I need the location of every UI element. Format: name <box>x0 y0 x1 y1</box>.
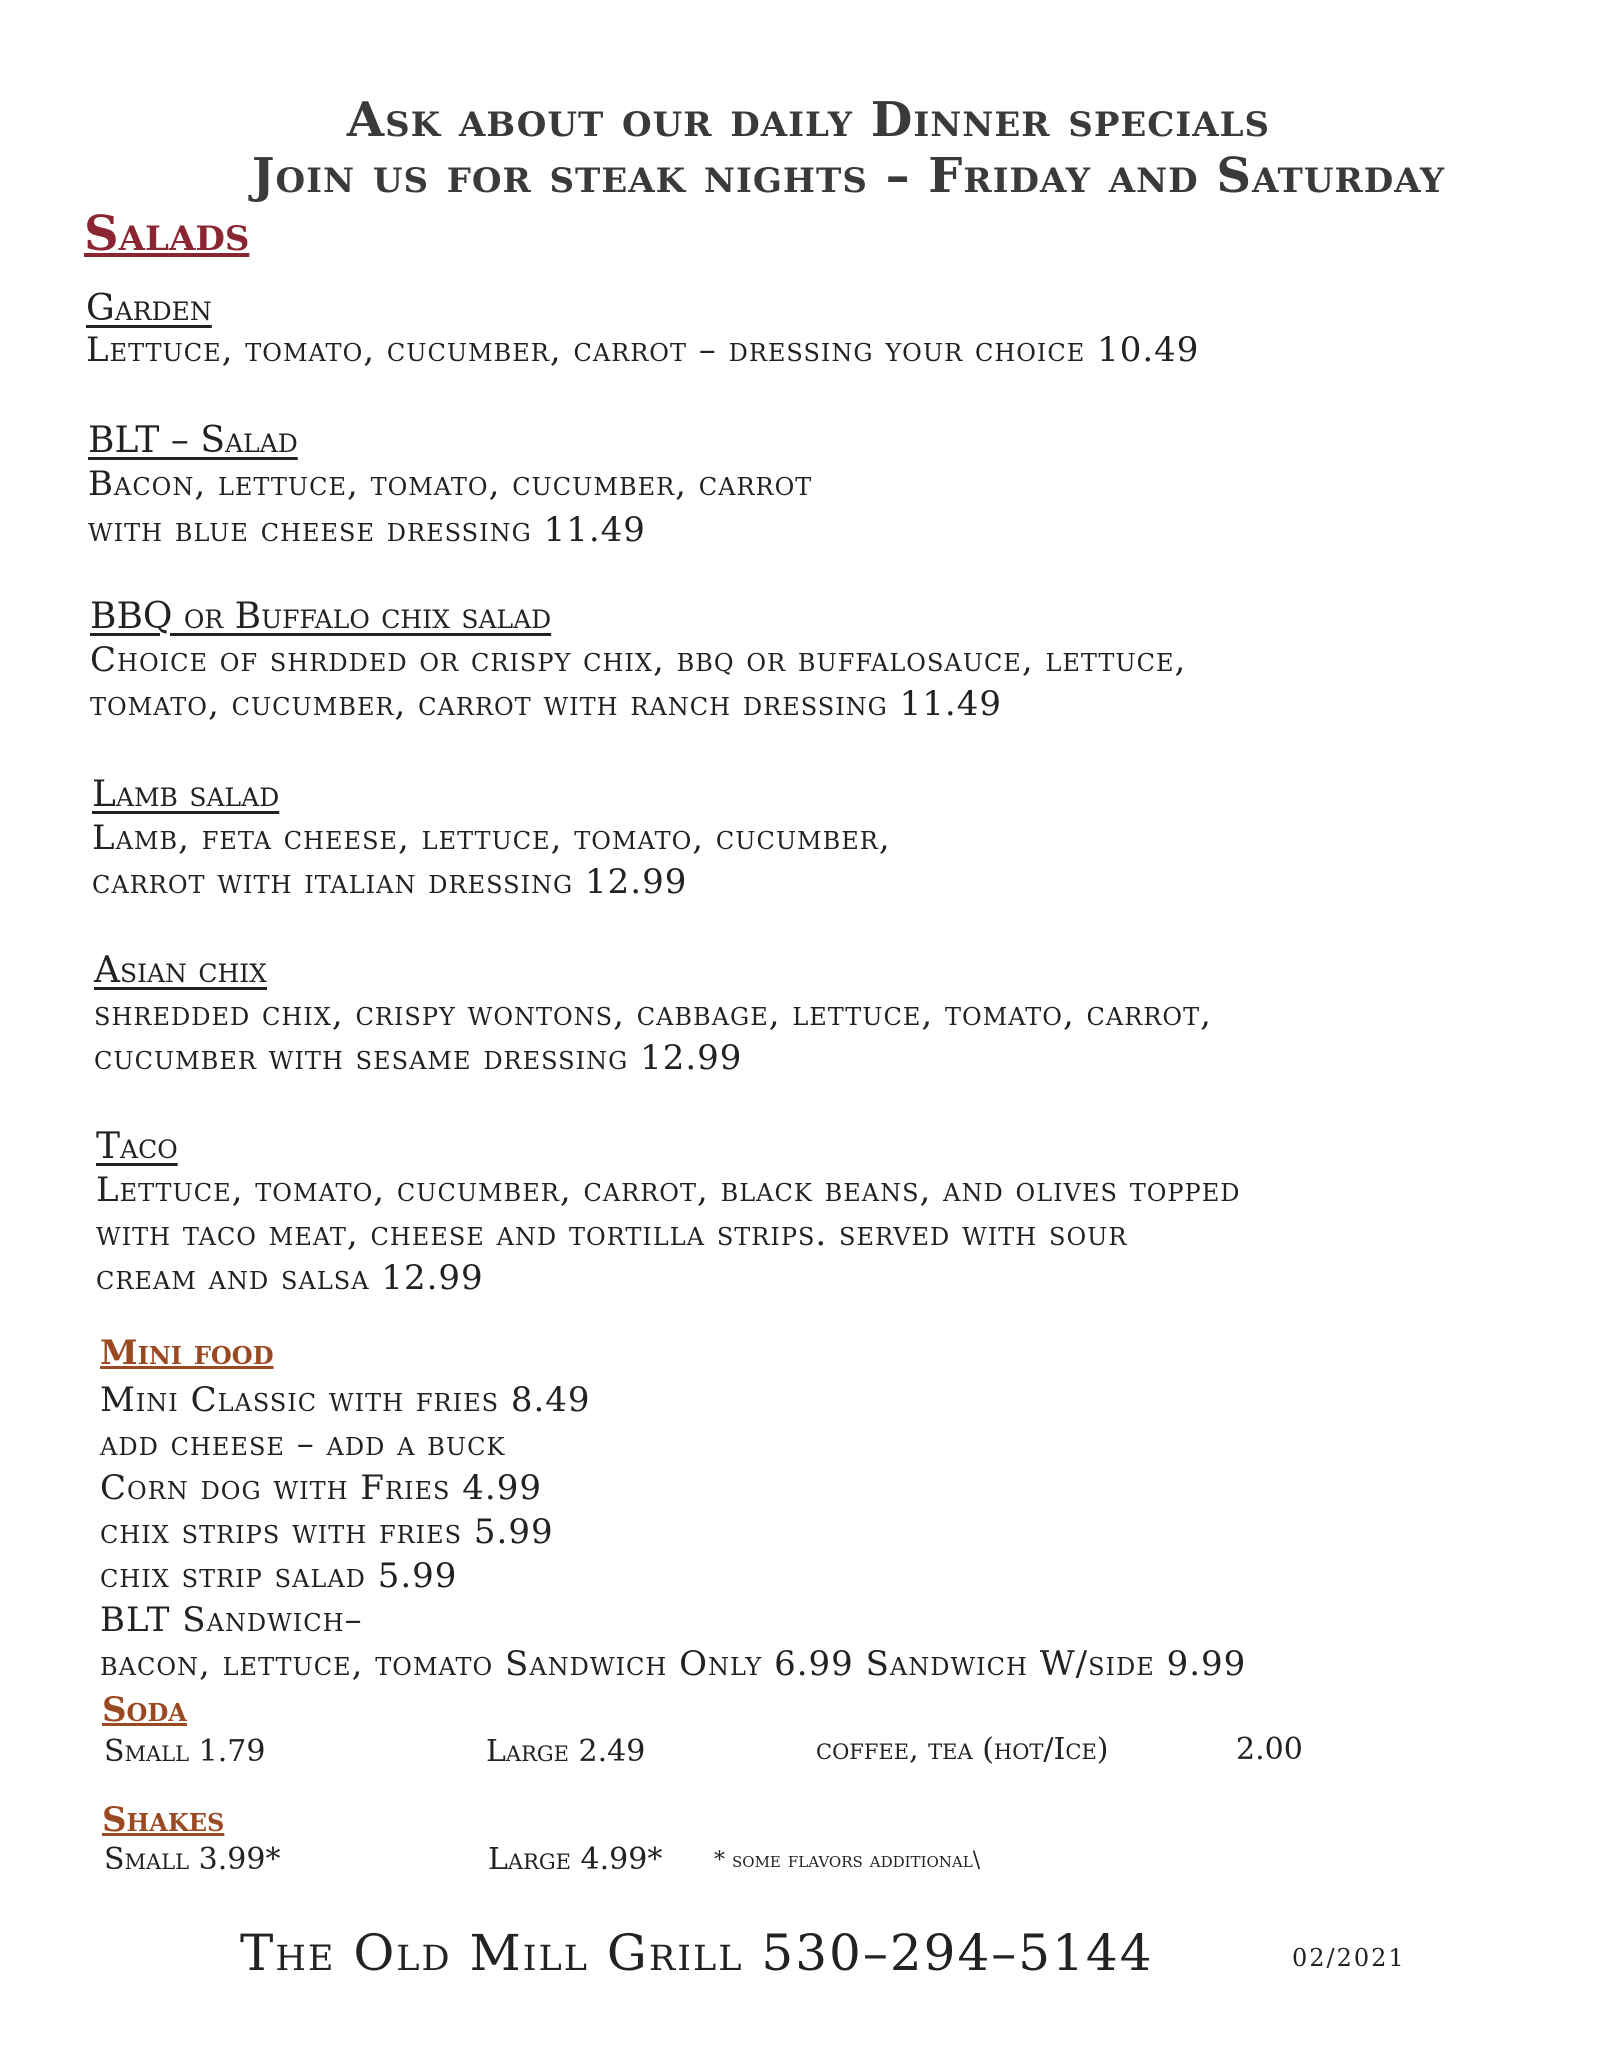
coffee-tea-price: 2.00 <box>1236 1732 1303 1767</box>
restaurant-name-phone: The Old Mill Grill 530–294–5144 <box>240 1924 1154 1982</box>
salad-title-garden: Garden <box>86 288 212 329</box>
mini-food-line: Mini Classic with fries 8.49 <box>100 1380 591 1420</box>
mini-food-heading: Mini food <box>100 1333 274 1373</box>
mini-food-line: Corn dog with Fries 4.99 <box>100 1468 542 1508</box>
shakes-heading: Shakes <box>102 1800 225 1840</box>
salad-desc-asian-1: shredded chix, crispy wontons, cabbage, lettuce, tomato, carrot, <box>94 994 1212 1034</box>
salad-title-asian-chix: Asian chix <box>94 950 267 991</box>
salad-title-bbq-buffalo: BBQ or Buffalo chix salad <box>90 596 552 637</box>
salad-desc-bbq-2: tomato, cucumber, carrot with ranch dressing 11.49 <box>90 684 1002 724</box>
mini-food-line: chix strips with fries 5.99 <box>100 1512 554 1552</box>
mini-food-line: chix strip salad 5.99 <box>100 1556 458 1596</box>
soda-small-price: Small 1.79 <box>104 1734 266 1769</box>
salad-desc-taco-2: with taco meat, cheese and tortilla strips. served with sour <box>96 1214 1128 1254</box>
mini-food-line: BLT Sandwich– <box>100 1600 363 1640</box>
salad-desc-lamb-2: carrot with italian dressing 12.99 <box>92 862 688 902</box>
salad-desc-bbq-1: Choice of shrdded or crispy chix, bbq or buffalosauce, lettuce, <box>90 640 1187 680</box>
salad-title-blt: BLT – Salad <box>88 420 298 461</box>
shakes-small-price: Small 3.99* <box>104 1842 281 1877</box>
banner-dinner-specials: Ask about our daily Dinner specials <box>346 92 1271 148</box>
salad-desc-taco-3: cream and salsa 12.99 <box>96 1258 484 1298</box>
soda-heading: Soda <box>102 1690 187 1730</box>
mini-food-line: bacon, lettuce, tomato Sandwich Only 6.99 Sandwich W/side 9.99 <box>100 1644 1247 1684</box>
salad-title-lamb: Lamb salad <box>92 774 280 815</box>
coffee-tea-label: coffee, tea (hot/Ice) <box>816 1732 1109 1767</box>
salad-desc-blt-1: Bacon, lettuce, tomato, cucumber, carrot <box>88 464 813 504</box>
shakes-large-price: Large 4.99* <box>488 1842 663 1877</box>
menu-date: 02/2021 <box>1292 1944 1406 1972</box>
soda-large-price: Large 2.49 <box>486 1734 646 1769</box>
banner-steak-nights: Join us for steak nights – Friday and Saturday <box>251 148 1446 204</box>
salad-desc-garden: Lettuce, tomato, cucumber, carrot – dressing your choice 10.49 <box>86 330 1200 370</box>
salad-desc-taco-1: Lettuce, tomato, cucumber, carrot, black beans, and olives topped <box>96 1170 1241 1210</box>
mini-food-line: add cheese – add a buck <box>100 1424 506 1464</box>
salad-desc-blt-2: with blue cheese dressing 11.49 <box>88 510 646 550</box>
salad-desc-asian-2: cucumber with sesame dressing 12.99 <box>94 1038 743 1078</box>
salad-title-taco: Taco <box>96 1126 178 1167</box>
salad-desc-lamb-1: Lamb, feta cheese, lettuce, tomato, cucumber, <box>92 818 891 858</box>
salads-heading: Salads <box>84 206 250 262</box>
shakes-flavor-note: * some flavors additional\ <box>714 1848 981 1873</box>
